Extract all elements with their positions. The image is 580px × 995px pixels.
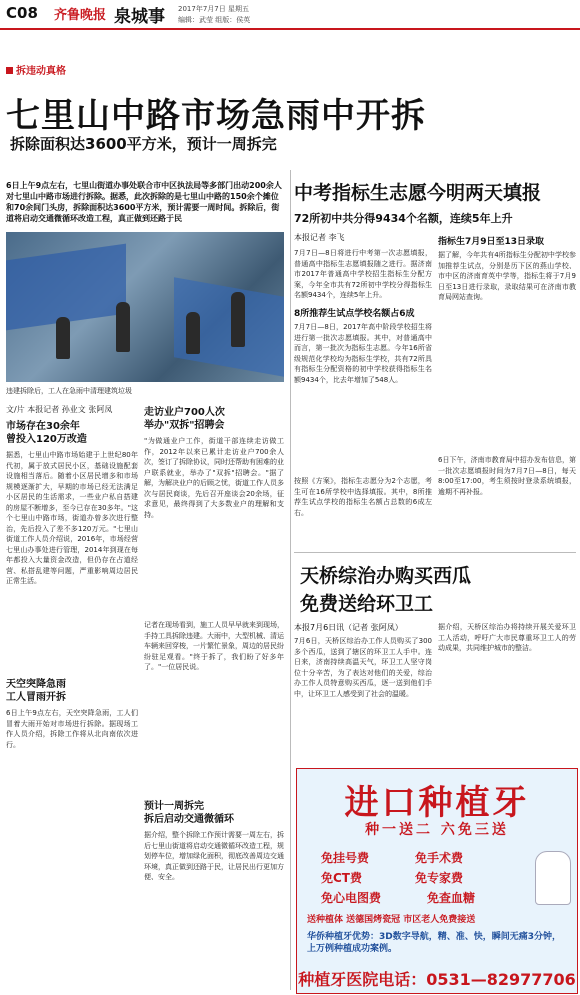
lead-paragraph-4: 记者在现场看到，施工人员早早就来到现场，手持工具拆除违建。大雨中，大型机械、清运车辆来回穿梭，一片繁忙景象，周边的居民纷纷驻足观看。"终于拆了，我们盼了好多年了。"一位居民说。 — [144, 621, 284, 671]
lead-paragraph-2: "为做通业户工作，街道干部连续走访做工作，2012年以来已累计走访业户700余人次，签订了拆除协议，同时还帮助有困难的业户联系就业，举办了"双拆"招聘会。"据了解，为解决业户的后顾之忧，街道工作人员多次与居民商谈，先后召开座谈会20余场，征求意见，最终得到了大多数业户的理解和支持。 — [144, 437, 284, 519]
story2-paragraph-5: 6日下午，济南市教育局中招办发布信息，第一批次志愿填报时间为7月7日—8日，每天8:00至17:00，考生须按时登录系统填报，逾期不再补报。 — [438, 456, 576, 496]
story2-byline: 本报记者 李飞 — [294, 233, 345, 242]
lead-subhead-c: 天空突降急雨 工人冒雨开拆 — [6, 679, 66, 703]
photo-caption: 违建拆除后，工人在急雨中清理建筑垃圾 — [6, 387, 132, 395]
ad-title: 进口种植牙 — [344, 783, 530, 823]
story2-paragraph-2: 7月7日—8日，2017年高中阶段学校招生将进行第一批次志愿填报。其中，对普通高中而言，第一批次为指标生志愿。今年16所省级规范化学校均为指标生学校，共有72所具有指标生分配资格的初中学校获得指标生名额9434个，比去年增加了548人。 — [294, 323, 432, 384]
story3-headline: 天桥综治办购买西瓜 免费送给环卫工 — [300, 565, 472, 615]
header-rule — [0, 28, 580, 30]
story3-byline: 本报7月6日讯（记者 张阿凤） — [294, 623, 403, 632]
photo-worker — [186, 312, 200, 354]
section-title: 泉城事 — [114, 7, 165, 27]
ad-send-line: 送种植体 送德国烤瓷冠 市区老人免费接送 — [307, 915, 476, 925]
photo-worker — [56, 317, 70, 359]
lead-paragraph-1: 据悉，七里山中路市场始建于上世纪80年代初，属于放式居民小区，基础设施配套设施相当落后。随着小区居民增多和市场规模逐渐扩大，早期的市场已经无法满足小区居民的生活需求，一些业户私自搭建的房屋不断增多，至今已存在30多年。"这个七里山中路市场，街道办曾多次进行整治，先后投入了差不多120万元。"七里山街道工作人员介绍说，2016年，市场经营七里山办事处进行管理，2014年到现在每年都投入大量资金改造，但仍存在占道经营、私搭乱建等问题，严重影响周边居民正常生活。 — [6, 451, 138, 585]
story3-paragraph-1: 7月6日，天桥区综治办工作人员购买了300多个西瓜，送到了辖区的环卫工人手中。连日来，济南持续高温天气，环卫工人坚守岗位十分辛苦，为了表达对他们的关爱，综治办工作人员特意购买西瓜，逐一送到他们手中，让环卫工人感受到了社会的温暖。 — [294, 637, 432, 698]
lead-subhead-a: 市场存在30余年 曾投入120万改造 — [6, 421, 87, 445]
story2-subhead: 72所初中共分得9434个名额，连续5年上升 — [294, 212, 513, 225]
lead-subhead: 拆除面积达3600平方米，预计一周拆完 — [10, 135, 277, 153]
lead-subhead-b: 走访业户700人次 举办"双拆"招聘会 — [144, 407, 225, 431]
ad-item: 免心电图费 — [321, 891, 382, 905]
editors-line: 编辑：武莹 组版：侯英 — [178, 16, 251, 24]
page-number: C08 — [6, 4, 38, 22]
story2-mid-head: 8所推荐生试点学校名额占6成 — [294, 309, 415, 319]
ad-item: 免挂号费 — [321, 851, 370, 865]
story2-paragraph-3: 按照《方案》，指标生志愿分为2个志愿，考生可在16所学校中选择填报。其中，8所推荐生试点学校的指标生名额占总数的6成左右。 — [294, 477, 432, 517]
section-rule — [294, 552, 576, 553]
paper-logo: 齐鲁晚报 — [54, 8, 107, 23]
ad-item: 免专家费 — [415, 871, 464, 885]
issue-date: 2017年7月7日 星期五 — [178, 5, 249, 13]
lead-paragraph-3: 6日上午9点左右，天空突降急雨，工人们冒着大雨开始对市场进行拆除。据现场工作人员介绍，拆除工作将从北向南依次进行。 — [6, 709, 138, 749]
ad-item: 免查血糖 — [427, 891, 476, 905]
kicker-square-icon — [6, 67, 13, 74]
dental-advertisement[interactable] — [296, 768, 578, 994]
kicker-label: 拆违动真格 — [16, 66, 66, 77]
ad-item: 免手术费 — [415, 851, 464, 865]
story2-paragraph-4: 据了解，今年共有4所指标生分配初中学校参加推荐生试点，分别是历下区的燕山学校、市中区的济南育英中学等，指标生将于7月9日至13日进行录取，录取结果可在济南市教育局网站查询。 — [438, 251, 576, 301]
story2-box-head: 指标生7月9日至13日录取 — [438, 237, 545, 247]
lead-subhead-d: 预计一周拆完 拆后启动交通微循环 — [144, 801, 234, 825]
lead-photo — [6, 232, 284, 382]
lead-kicker — [6, 62, 66, 77]
photo-worker — [231, 292, 245, 347]
tooth-implant-icon — [535, 851, 571, 905]
lead-byline: 文/片 本报记者 孙业文 张阿凤 — [6, 405, 113, 414]
story2-headline: 中考指标生志愿今明两天填报 — [294, 182, 542, 204]
lead-paragraph-5: 据介绍，整个拆除工作预计需要一周左右，拆后七里山街道将启动交通微循环改造工程，规划停车位，增加绿化面积，彻底改善周边交通环境，真正做到还路于民，让居民出行更加方便、安全。 — [144, 831, 284, 881]
lead-intro: 6日上午9点左右，七里山街道办事处联合市中区执法局等多部门出动200余人对七里山中路市场进行拆除。据悉，此次拆除的是七里山中路的150余个摊位和70余间门头房，拆除面积达3600平方米，预计需要一周时间。拆除后，街道将启动交通微循环改造工程，真正做到还路于民 — [6, 181, 282, 223]
ad-subtitle: 种一送二 六免三送 — [365, 822, 509, 838]
photo-worker — [116, 302, 130, 352]
column-divider — [290, 170, 291, 990]
ad-advantage: 华侨种植牙优势：3D数字导航，精、准、快，瞬间无痛3分钟，上万例种植成功案例。 — [307, 932, 561, 954]
ad-item: 免CT费 — [321, 871, 362, 885]
story2-paragraph-1: 7月7日—8日将进行中考第一次志愿填报，普通高中指标生志愿填报随之进行。据济南市2017年普通高中学校招生指标生分配方案，今年全市共有72所初中学校分得指标生名额9434个，连续5年上升。 — [294, 249, 432, 299]
lead-headline: 七里山中路市场急雨中开拆 — [6, 96, 426, 136]
ad-phone[interactable]: 种植牙医院电话：0531—82977706 — [298, 970, 576, 989]
story3-paragraph-2: 据介绍，天桥区综治办将持续开展关爱环卫工人活动，呼吁广大市民尊重环卫工人的劳动成果，共同维护城市的整洁。 — [438, 623, 576, 652]
